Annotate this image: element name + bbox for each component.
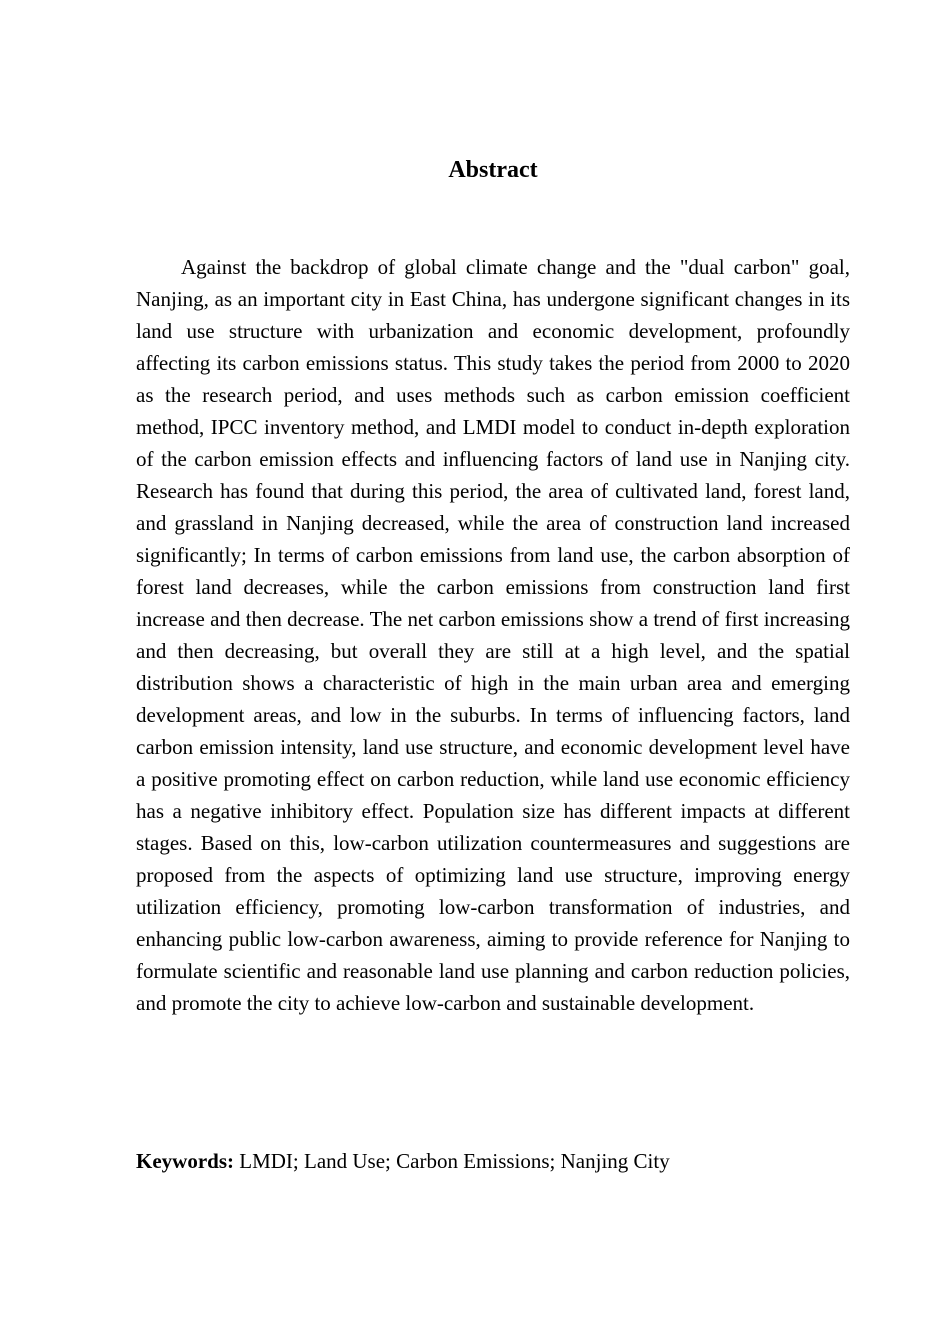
abstract-heading: Abstract [448,157,538,183]
keywords-line [136,1145,850,1177]
keywords-list: LMDI; Land Use; Carbon Emissions; Nanjing City [234,1149,670,1173]
abstract-paragraph: Against the backdrop of global climate change and the "dual carbon" goal, Nanjing, as an important city in East China, has undergone significant changes in its land use structure with urbanization and economic development, profoundly affecting its carbon emissions status. This study takes the period from 2000 to 2020 as the research period, and uses methods such as carbon emission coefficient method, IPCC inventory method, and LMDI model to conduct in-depth exploration of the carbon emission effects and influencing factors of land use in Nanjing city. Research has found that during this period, the area of cultivated land, forest land, and grassland in Nanjing decreased, while the area of construction land increased significantly; In terms of carbon emissions from land use, the carbon absorption of forest land decreases, while the carbon emissions from construction land first increase and then decrease. The net carbon emissions show a trend of first increasing and then decreasing, but overall they are still at a high level, and the spatial distribution shows a characteristic of high in the main urban area and emerging development areas, and low in the suburbs. In terms of influencing factors, land carbon emission intensity, land use structure, and economic development level have a positive promoting effect on carbon reduction, while land use economic efficiency has a negative inhibitory effect. Population size has different impacts at different stages. Based on this, low-carbon utilization countermeasures and suggestions are proposed from the aspects of optimizing land use structure, improving energy utilization efficiency, promoting low-carbon transformation of industries, and enhancing public low-carbon awareness, aiming to provide reference for Nanjing to formulate scientific and reasonable land use planning and carbon reduction policies, and promote the city to achieve low-carbon and sustainable development. [136,255,850,1015]
keywords-label: Keywords: [136,1149,234,1173]
